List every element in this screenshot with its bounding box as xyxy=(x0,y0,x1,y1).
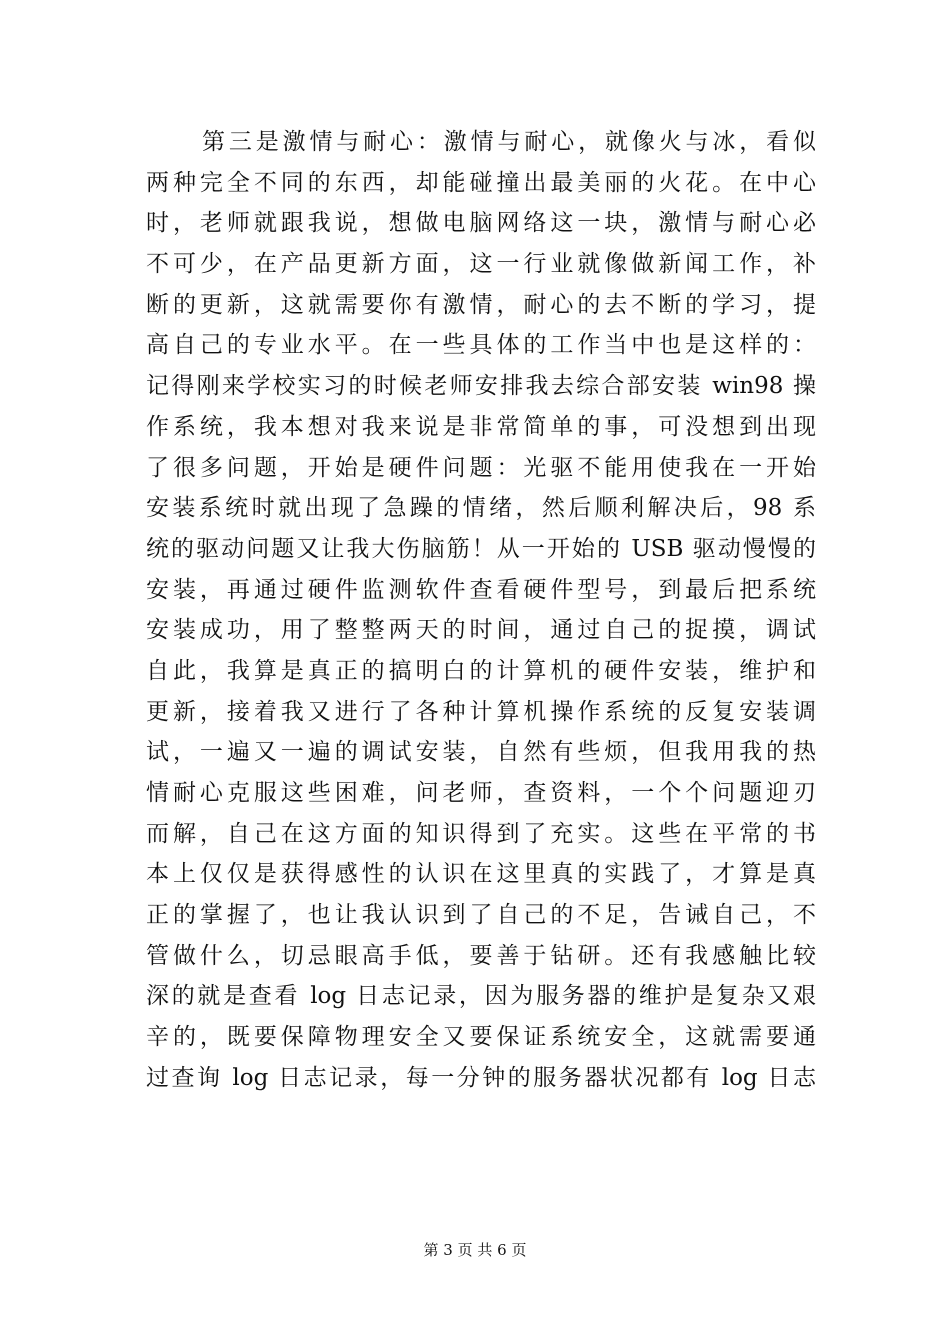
text-line: 安装，再通过硬件监测软件查看硬件型号，到最后把系统 xyxy=(146,576,816,603)
text-line: 本上仅仅是获得感性的认识在这里真的实践了，才算是真 xyxy=(146,861,816,888)
text-line: 不可少，在产品更新方面，这一行业就像做新闻工作，补 xyxy=(146,251,816,278)
text-line: 安装成功，用了整整两天的时间，通过自己的捉摸，调试 xyxy=(146,617,816,644)
text-line: 管做什么，切忌眼高手低，要善于钻研。还有我感触比较 xyxy=(146,942,816,969)
text-line: 作系统，我本想对我来说是非常简单的事，可没想到出现 xyxy=(146,413,816,440)
text-line: 两种完全不同的东西，却能碰撞出最美丽的火花。在中心 xyxy=(146,169,816,196)
text-line: 试，一遍又一遍的调试安装，自然有些烦，但我用我的热 xyxy=(146,739,816,766)
text-line: 过查询 log 日志记录，每一分钟的服务器状况都有 log 日志 xyxy=(146,1064,816,1091)
text-line: 记得刚来学校实习的时候老师安排我去综合部安装 win98 操 xyxy=(146,373,816,400)
text-line: 高自己的专业水平。在一些具体的工作当中也是这样的： xyxy=(146,332,816,359)
text-line: 第三是激情与耐心：激情与耐心，就像火与冰，看似 xyxy=(202,129,816,155)
text-line: 情耐心克服这些困难，问老师，查资料，一个个问题迎刃 xyxy=(146,780,816,806)
text-line: 更新，接着我又进行了各种计算机操作系统的反复安装调 xyxy=(146,698,816,725)
text-line: 统的驱动问题又让我大伤脑筋！从一开始的 USB 驱动慢慢的 xyxy=(146,535,816,562)
text-line: 断的更新，这就需要你有激情，耐心的去不断的学习，提 xyxy=(146,291,816,318)
body-paragraph xyxy=(146,122,816,1099)
text-line: 自此，我算是真正的搞明白的计算机的硬件安装，维护和 xyxy=(146,657,816,684)
text-line: 深的就是查看 log 日志记录，因为服务器的维护是复杂又艰 xyxy=(146,983,816,1010)
text-line: 时，老师就跟我说，想做电脑网络这一块，激情与耐心必 xyxy=(146,210,816,237)
page-number-footer: 第 3 页 共 6 页 xyxy=(423,1241,527,1259)
text-line: 安装系统时就出现了急躁的情绪，然后顺利解决后，98 系 xyxy=(146,495,816,522)
text-line: 辛的，既要保障物理安全又要保证系统安全，这就需要通 xyxy=(146,1024,816,1051)
text-line: 正的掌握了，也让我认识到了自己的不足，告诫自己，不 xyxy=(146,902,816,929)
text-line: 了很多问题，开始是硬件问题：光驱不能用使我在一开始 xyxy=(146,454,816,481)
text-line: 而解，自己在这方面的知识得到了充实。这些在平常的书 xyxy=(146,820,816,847)
